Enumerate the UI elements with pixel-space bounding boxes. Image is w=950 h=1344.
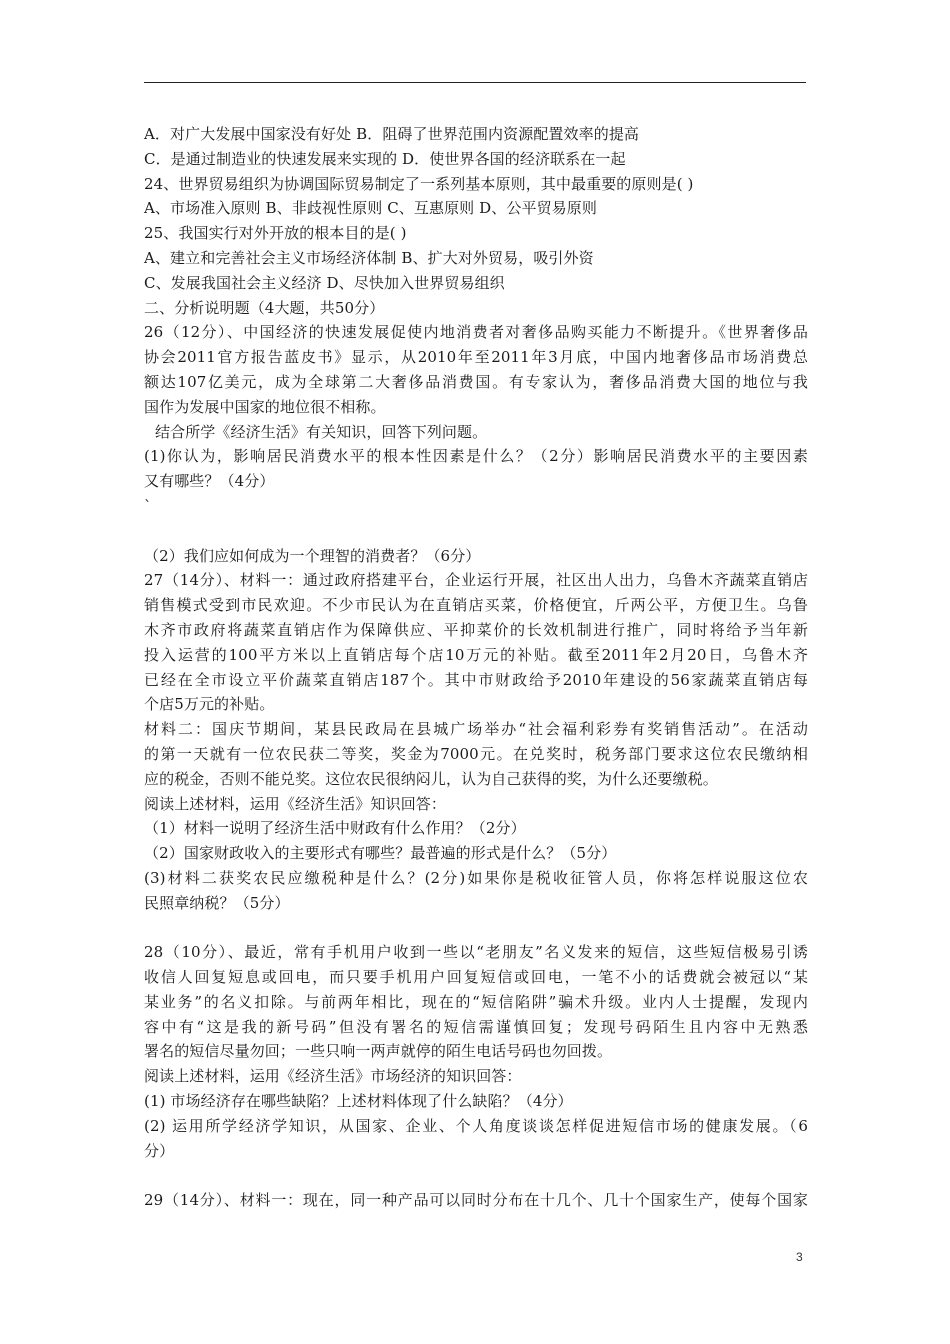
- text-line-q28-1: 28（10分）、最近，常有手机用户收到一些以“老朋友”名义发来的短信，这些短信极易引诱: [144, 943, 808, 962]
- text-line-q28-7: (1) 市场经济存在哪些缺陷？上述材料体现了什么缺陷？（4分）: [144, 1092, 573, 1111]
- text-line-q27-14: 民照章纳税？（5分）: [144, 893, 290, 912]
- text-line-q26-1: 26（12分）、中国经济的快速发展促使内地消费者对奢侈品购买能力不断提升。《世界奢侈品: [144, 323, 808, 342]
- text-line-q26-2: 协会2011官方报告蓝皮书》显示，从2010年至2011年3月底，中国内地奢侈品市场消费总: [144, 348, 808, 367]
- text-line-section-2: 二、分析说明题（4大题，共50分）: [144, 298, 385, 317]
- text-line-q26-5: 结合所学《经济生活》有关知识，回答下列问题。: [155, 422, 488, 441]
- text-line-q26-3: 额达107亿美元，成为全球第二大奢侈品消费国。有专家认为，奢侈品消费大国的地位与我: [144, 372, 808, 391]
- text-line-q27-13: (3)材料二获奖农民应缴税种是什么？(2分)如果你是税收征管人员，你将怎样说服这位农: [144, 868, 808, 887]
- text-line-q26-6: (1)你认为，影响居民消费水平的根本性因素是什么？（2分）影响居民消费水平的主要因素: [144, 447, 808, 466]
- text-line-q27-4: 投入运营的100平方米以上直销店每个店10万元的补贴。截至2011年2月20日，乌鲁木齐: [144, 645, 808, 664]
- blank-line: [144, 916, 808, 941]
- text-line-q28-8: (2) 运用所学经济学知识，从国家、企业、个人角度谈谈怎样促进短信市场的健康发展。（6: [144, 1116, 808, 1135]
- text-line-q27-8: 的第一天就有一位农民获二等奖，奖金为7000元。在兑奖时，税务部门要求这位农民缴纳相: [144, 744, 808, 763]
- blank-line: [144, 1163, 808, 1188]
- text-line-q25: 25、我国实行对外开放的根本目的是( ): [144, 224, 407, 243]
- text-line-q28-3: 某业务”的名义扣除。与前两年相比，现在的“短信陷阱”骗术升级。业内人士提醒，发现内: [144, 992, 808, 1011]
- text-line-q25-ab: A、建立和完善社会主义市场经济体制 B、扩大对外贸易，吸引外资: [144, 248, 594, 267]
- text-line-q24-options: A、市场准入原则 B、非歧视性原则 C、互惠原则 D、公平贸易原则: [144, 199, 597, 218]
- text-line-q23-cd: C．是通过制造业的快速发展来实现的 D．使世界各国的经济联系在一起: [144, 149, 626, 168]
- text-line-q26-8: `: [144, 496, 152, 515]
- text-line-q28-2: 收信人回复短息或回电，而只要手机用户回复短信或回电，一笔不小的话费就会被冠以“某: [144, 968, 808, 987]
- text-line-q27-5: 已经在全市设立平价蔬菜直销店187个。其中市财政给予2010年建设的56家蔬菜直销店每: [144, 670, 808, 689]
- text-line-q26-7: 又有哪些？（4分）: [144, 472, 275, 491]
- text-line-q27-7: 材料二：国庆节期间，某县民政局在县城广场举办“社会福利彩券有奖销售活动”。在活动: [144, 720, 808, 739]
- text-line-q29-1: 29（14分）、材料一：现在，同一种产品可以同时分布在十几个、几十个国家生产，使每个国家: [144, 1191, 808, 1210]
- text-line-q25-cd: C、发展我国社会主义经济 D、尽快加入世界贸易组织: [144, 273, 505, 292]
- document-body: [144, 122, 808, 1213]
- text-line-q27-12: （2）国家财政收入的主要形式有哪些？最普遍的形式是什么？（5分）: [144, 844, 617, 863]
- page-number: 3: [796, 1250, 803, 1264]
- text-line-q27-3: 木齐市政府将蔬菜直销店作为保障供应、平抑菜价的长效机制进行推广，同时将给予当年新: [144, 620, 808, 639]
- text-line-q27-11: （1）材料一说明了经济生活中财政有什么作用？（2分）: [144, 819, 526, 838]
- text-line-q28-9: 分）: [144, 1141, 175, 1160]
- text-line-q28-5: 署名的短信尽量勿回；一些只响一两声就停的陌生电话号码也勿回拨。: [144, 1042, 613, 1061]
- text-line-q27-9: 应的税金，否则不能兑奖。这位农民很纳闷儿，认为自己获得的奖，为什么还要缴税。: [144, 769, 718, 788]
- text-line-q26-4: 国作为发展中国家的地位很不相称。: [144, 397, 386, 416]
- text-line-q24: 24、世界贸易组织为协调国际贸易制定了一系列基本原则，其中最重要的原则是( ): [144, 174, 694, 193]
- header-rule: [144, 82, 806, 83]
- text-line-q27-1: 27（14分）、材料一：通过政府搭建平台，企业运行开展，社区出人出力，乌鲁木齐蔬菜直销店: [144, 571, 808, 590]
- text-line-q28-4: 容中有“这是我的新号码”但没有署名的短信需谨慎回复；发现号码陌生且内容中无熟悉: [144, 1017, 808, 1036]
- text-line-q27-6: 个店5万元的补贴。: [144, 695, 275, 714]
- text-line-q27-10: 阅读上述材料，运用《经济生活》知识回答：: [144, 794, 447, 813]
- text-line-q27-2: 销售模式受到市民欢迎。不少市民认为在直销店买菜，价格便宜，斤两公平，方便卫生。乌鲁: [144, 596, 808, 615]
- text-line-q26-9: （2）我们应如何成为一个理智的消费者？（6分）: [144, 546, 481, 565]
- text-line-q28-6: 阅读上述材料，运用《经济生活》市场经济的知识回答：: [144, 1067, 522, 1086]
- text-line-q23-ab: A．对广大发展中国家没有好处 B．阻碍了世界范围内资源配置效率的提高: [144, 125, 640, 143]
- blank-line: [144, 519, 808, 544]
